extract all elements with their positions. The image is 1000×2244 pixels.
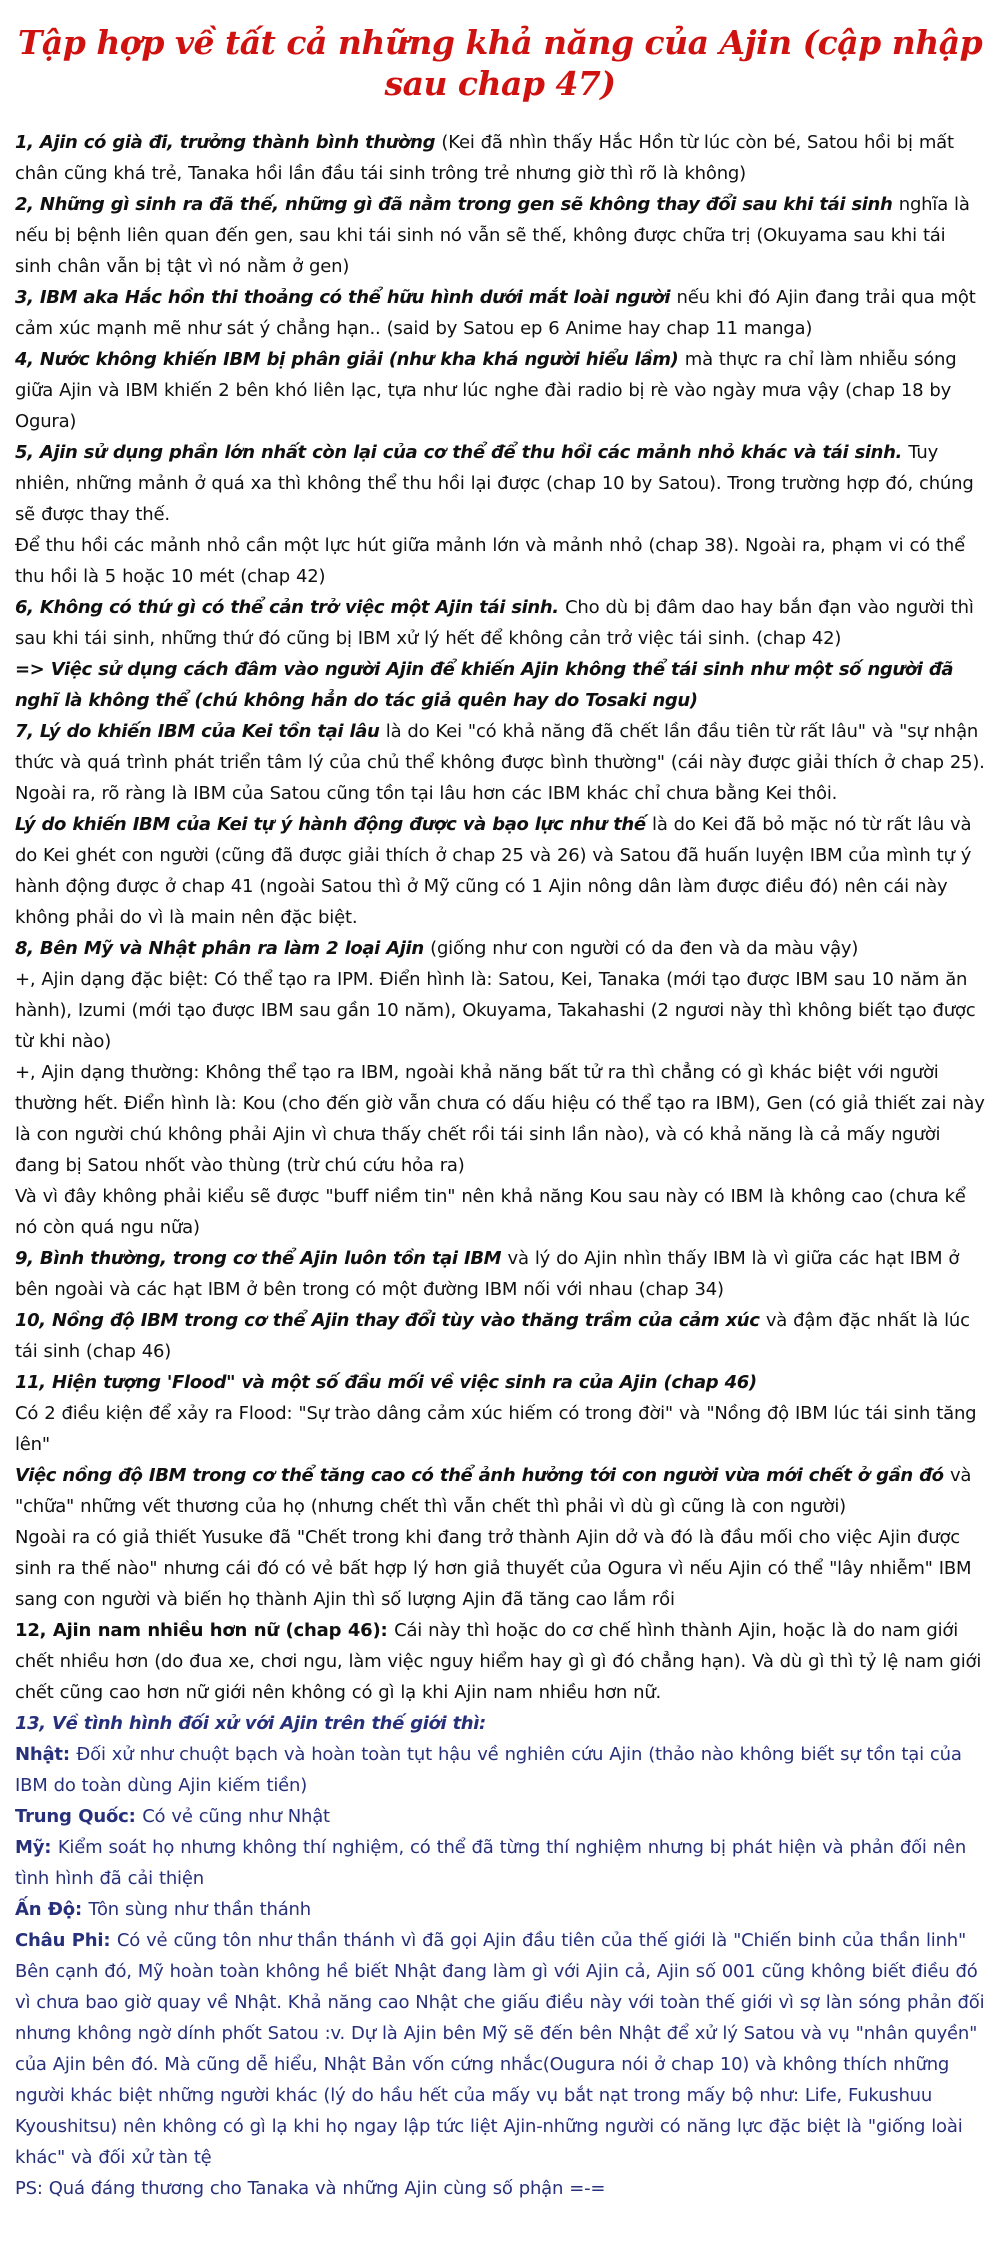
page-title: Tập hợp về tất cả những khả năng của Ajin (cập nhập sau chap 47) bbox=[17, 23, 983, 104]
body-text: +, Ajin dạng đặc biệt: Có thể tạo ra IPM. Điển hình là: Satou, Kei, Tanaka (mới tạo được IBM sau 10 năm ăn hành), Izumi (mới tạo được IBM sau gần 10 năm), Okuyama, Takahashi (2 ngươi này thì không biết tạo được từ khi nào) bbox=[15, 968, 976, 1052]
paragraph bbox=[15, 1398, 985, 1460]
body-text: Tuy nhiên, những mảnh ở quá xa thì không thể thu hồi lại được (chap 10 by Satou). Trong trường hợp đó, chúng sẽ được thay thế. bbox=[15, 441, 974, 525]
body-text: Cho dù bị đâm dao hay bắn đạn vào người thì sau khi tái sinh, những thứ đó cũng bị IBM xử lý hết để không cản trở việc tái sinh. (chap 42) bbox=[15, 596, 974, 649]
paragraph bbox=[15, 1243, 985, 1305]
body-text: nghĩa là nếu bị bệnh liên quan đến gen, sau khi tái sinh nó vẫn sẽ thế, không được chữa trị (Okuyama sau khi tái sinh chân vẫn bị tật vì nó nằm ở gen) bbox=[15, 193, 970, 277]
paragraph bbox=[15, 1956, 985, 2173]
paragraph bbox=[15, 716, 985, 809]
emphasis-text: 1, Ajin có già đi, trưởng thành bình thường bbox=[15, 131, 442, 153]
emphasis-text: 13, Về tình hình đối xử với Ajin trên thế giới thì: bbox=[15, 1712, 486, 1734]
emphasis-text: Nhật: bbox=[15, 1743, 77, 1765]
emphasis-text: Mỹ: bbox=[15, 1836, 58, 1858]
body-text: Để thu hồi các mảnh nhỏ cần một lực hút giữa mảnh lớn và mảnh nhỏ (chap 38). Ngoài ra, phạm vi có thể thu hồi là 5 hoặc 10 mét (chap 42) bbox=[15, 534, 965, 587]
paragraph bbox=[15, 809, 985, 933]
body-text: nếu khi đó Ajin đang trải qua một cảm xúc mạnh mẽ như sát ý chẳng hạn.. (said by Satou ep 6 Anime hay chap 11 manga) bbox=[15, 286, 976, 339]
body-text: là do Kei "có khả năng đã chết lần đầu tiên từ rất lâu" và "sự nhận thức và quá trình phát triển tâm lý của chủ thể không được bình thường" (cái này được giải thích ở chap 25). Ngoài ra, rõ ràng là IBM của Satou cũng tồn tại lâu hơn các IBM khác chỉ chưa bằng Kei thôi. bbox=[15, 720, 985, 804]
body-text: Đối xử như chuột bạch và hoàn toàn tụt hậu về nghiên cứu Ajin (thảo nào không biết sự tồn tại của IBM do toàn dùng Ajin kiếm tiền) bbox=[15, 1743, 962, 1796]
body-text: mà thực ra chỉ làm nhiễu sóng giữa Ajin và IBM khiến 2 bên khó liên lạc, tựa như lúc nghe đài radio bị rè vào ngày mưa vậy (chap 18 by Ogura) bbox=[15, 348, 957, 432]
paragraph bbox=[15, 344, 985, 437]
body-text: (giống như con người có da đen và da màu vậy) bbox=[430, 937, 859, 959]
paragraph bbox=[15, 1615, 985, 1708]
emphasis-text: => Việc sử dụng cách đâm vào người Ajin để khiến Ajin không thể tái sinh như một số người đã nghĩ là không thể (chú không hẳn do tác giả quên hay do Tosaki ngu) bbox=[15, 658, 954, 711]
body-text: Cái này thì hoặc do cơ chế hình thành Ajin, hoặc là do nam giới chết nhiều hơn (do đua xe, chơi ngu, làm việc nguy hiểm hay gì gì đó chẳng hạn). Và dù gì thì tỷ lệ nam giới chết cũng cao hơn nữ giới nên không có gì lạ khi Ajin nam nhiều hơn nữ. bbox=[15, 1619, 982, 1703]
emphasis-text: 5, Ajin sử dụng phần lớn nhất còn lại của cơ thể để thu hồi các mảnh nhỏ khác và tái sinh. bbox=[15, 441, 909, 463]
body-text: và "chữa" những vết thương của họ (nhưng chết thì vẫn chết thì phải vì dù gì cũng là con người) bbox=[15, 1464, 972, 1517]
body-text: Ngoài ra có giả thiết Yusuke đã "Chết trong khi đang trở thành Ajin dở và đó là đầu mối cho việc Ajin được sinh ra thế nào" nhưng cái đó có vẻ bất hợp lý hơn giả thuyết của Ogura vì nếu Ajin có thể "lây nhiễm" IBM sang con người và biến họ thành Ajin thì số lượng Ajin đã tăng cao lắm rồi bbox=[15, 1526, 972, 1610]
emphasis-text: 12, Ajin nam nhiều hơn nữ (chap 46): bbox=[15, 1619, 395, 1641]
paragraph bbox=[15, 127, 985, 189]
body-text: (Kei đã nhìn thấy Hắc Hồn từ lúc còn bé, Satou hồi bị mất chân cũng khá trẻ, Tanaka hồi lần đầu tái sinh trông trẻ nhưng giờ thì rõ là không) bbox=[15, 131, 954, 184]
paragraph bbox=[15, 1801, 985, 1832]
body-text: Kiểm soát họ nhưng không thí nghiệm, có thể đã từng thí nghiệm nhưng bị phát hiện và phản đối nên tình hình đã cải thiện bbox=[15, 1836, 967, 1889]
paragraph bbox=[15, 964, 985, 1057]
paragraph bbox=[15, 654, 985, 716]
paragraph bbox=[15, 1925, 985, 1956]
document-body bbox=[15, 127, 985, 2204]
emphasis-text: Việc nồng độ IBM trong cơ thể tăng cao có thể ảnh hưởng tới con người vừa mới chết ở gần đó bbox=[15, 1464, 950, 1486]
paragraph bbox=[15, 933, 985, 964]
emphasis-text: 10, Nồng độ IBM trong cơ thể Ajin thay đổi tùy vào thăng trầm của cảm xúc bbox=[15, 1309, 766, 1331]
body-text: và lý do Ajin nhìn thấy IBM là vì giữa các hạt IBM ở bên ngoài và các hạt IBM ở bên trong có một đường IBM nối với nhau (chap 34) bbox=[15, 1247, 960, 1300]
body-text: Và vì đây không phải kiểu sẽ được "buff niềm tin" nên khả năng Kou sau này có IBM là không cao (chưa kể nó còn quá ngu nữa) bbox=[15, 1185, 966, 1238]
paragraph bbox=[15, 2173, 985, 2204]
emphasis-text: Châu Phi: bbox=[15, 1929, 117, 1951]
paragraph bbox=[15, 437, 985, 530]
emphasis-text: 7, Lý do khiến IBM của Kei tồn tại lâu bbox=[15, 720, 386, 742]
emphasis-text: 8, Bên Mỹ và Nhật phân ra làm 2 loại Ajin bbox=[15, 937, 431, 959]
paragraph bbox=[15, 1305, 985, 1367]
body-text: Tôn sùng như thần thánh bbox=[88, 1898, 311, 1920]
emphasis-text: 4, Nước không khiến IBM bị phân giải (như kha khá người hiểu lầm) bbox=[15, 348, 685, 370]
emphasis-text: Lý do khiến IBM của Kei tự ý hành động được và bạo lực như thế bbox=[15, 813, 653, 835]
body-text: +, Ajin dạng thường: Không thể tạo ra IBM, ngoài khả năng bất tử ra thì chẳng có gì khác biệt với người thường hết. Điển hình là: Kou (cho đến giờ vẫn chưa có dấu hiệu có thể tạo ra IBM), Gen (có giả thiết zai này là con người chú không phải Ajin vì chưa thấy chết rồi tái sinh lần nào), và có khả năng là cả mấy người đang bị Satou nhốt vào thùng (trừ chú cứu hỏa ra) bbox=[15, 1061, 985, 1176]
paragraph bbox=[15, 282, 985, 344]
body-text: Có 2 điều kiện để xảy ra Flood: "Sự trào dâng cảm xúc hiếm có trong đời" và "Nồng độ IBM lúc tái sinh tăng lên" bbox=[15, 1402, 977, 1455]
paragraph bbox=[15, 1367, 985, 1398]
paragraph bbox=[15, 1894, 985, 1925]
paragraph bbox=[15, 1460, 985, 1522]
emphasis-text: 3, IBM aka Hắc hồn thi thoảng có thể hữu hình dưới mắt loài người bbox=[15, 286, 677, 308]
emphasis-text: 11, Hiện tượng 'Flood" và một số đầu mối về việc sinh ra của Ajin (chap 46) bbox=[15, 1371, 757, 1393]
body-text: là do Kei đã bỏ mặc nó từ rất lâu và do Kei ghét con người (cũng đã được giải thích ở chap 25 và 26) và Satou đã huấn luyện IBM của mình tự ý hành động được ở chap 41 (ngoài Satou thì ở Mỹ cũng có 1 Ajin nông dân làm được điều đó) nên cái này không phải do vì là main nên đặc biệt. bbox=[15, 813, 972, 928]
paragraph bbox=[15, 1739, 985, 1801]
paragraph bbox=[15, 1708, 985, 1739]
emphasis-text: Ấn Độ: bbox=[15, 1898, 89, 1920]
emphasis-text: 6, Không có thứ gì có thể cản trở việc một Ajin tái sinh. bbox=[15, 596, 566, 618]
paragraph bbox=[15, 1057, 985, 1181]
body-text: PS: Quá đáng thương cho Tanaka và những Ajin cùng số phận =-= bbox=[15, 2177, 606, 2199]
emphasis-text: Trung Quốc: bbox=[15, 1805, 143, 1827]
body-text: và đậm đặc nhất là lúc tái sinh (chap 46) bbox=[15, 1309, 970, 1362]
paragraph bbox=[15, 1832, 985, 1894]
body-text: Có vẻ cũng như Nhật bbox=[142, 1805, 330, 1827]
paragraph bbox=[15, 530, 985, 592]
paragraph bbox=[15, 1181, 985, 1243]
paragraph bbox=[15, 1522, 985, 1615]
paragraph bbox=[15, 592, 985, 654]
emphasis-text: 9, Bình thường, trong cơ thể Ajin luôn tồn tại IBM bbox=[15, 1247, 508, 1269]
body-text: Có vẻ cũng tôn như thần thánh vì đã gọi Ajin đầu tiên của thế giới là "Chiến binh của thần linh" bbox=[116, 1929, 967, 1951]
paragraph bbox=[15, 189, 985, 282]
emphasis-text: 2, Những gì sinh ra đã thế, những gì đã nằm trong gen sẽ không thay đổi sau khi tái sinh bbox=[15, 193, 899, 215]
body-text: Bên cạnh đó, Mỹ hoàn toàn không hề biết Nhật đang làm gì với Ajin cả, Ajin số 001 cũng không biết điều đó vì chưa bao giờ quay về Nhật. Khả năng cao Nhật che giấu điều này với toàn thế giới vì sợ làn sóng phản đối nhưng không ngờ dính phốt Satou :v. Dự là Ajin bên Mỹ sẽ đến bên Nhật để xử lý Satou và vụ "nhân quyền" của Ajin bên đó. Mà cũng dễ hiểu, Nhật Bản vốn cứng nhắc(Ougura nói ở chap 10) và không thích những người khác biệt những người khác (lý do hầu hết của mấy vụ bắt nạt trong mấy bộ như: Life, Fukushuu Kyoushitsu) nên không có gì lạ khi họ ngay lập tức liệt Ajin-những người có năng lực đặc biệt là "giống loài khác" và đối xử tàn tệ bbox=[15, 1960, 985, 2168]
